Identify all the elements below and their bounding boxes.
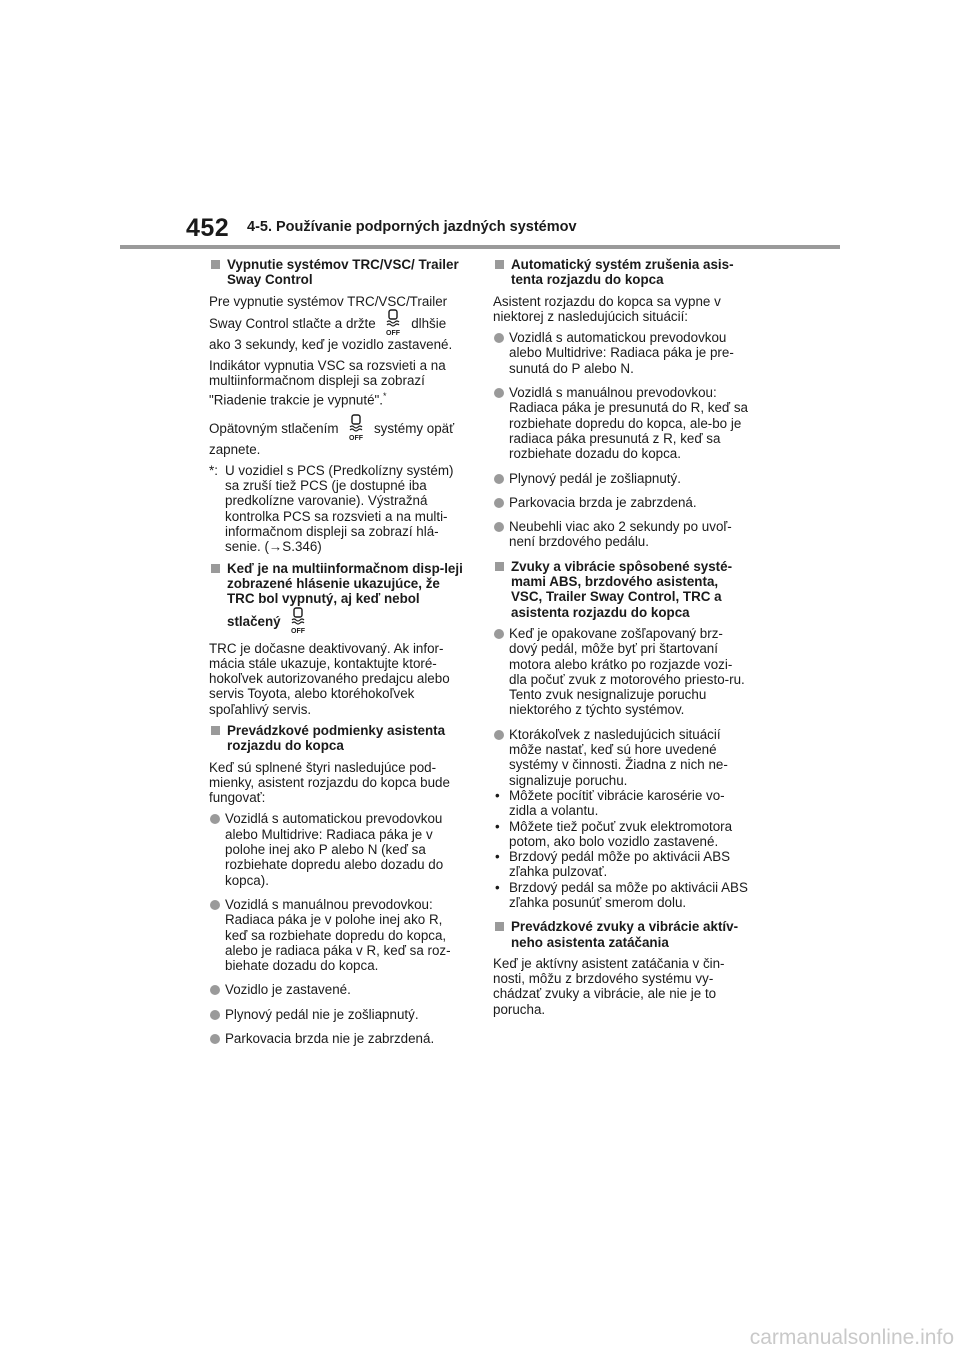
paragraph-text: Opätovným stlačením bbox=[209, 420, 339, 436]
svg-text:OFF: OFF bbox=[386, 329, 401, 337]
round-bullet-icon bbox=[494, 333, 504, 343]
square-bullet-icon bbox=[211, 260, 220, 269]
sub-list-text: Môžete tiež počuť zvuk elektromotora potom, ako bolo vozidlo zastavené. bbox=[509, 818, 733, 849]
round-bullet-icon bbox=[210, 900, 220, 910]
footnote-mark: *: bbox=[209, 462, 218, 478]
paragraph bbox=[209, 414, 465, 457]
footnote-text: U vozidiel s PCS (Predkolízny systém) sa zruší tiež PCS (je dostupné iba predkolízne varovanie). Výstražná kontrolka PCS sa rozsvieti a na multi-informačnom displeji sa zobrazí hlá-senie. (→S.346) bbox=[225, 462, 454, 555]
square-bullet-icon bbox=[211, 564, 220, 573]
section-heading bbox=[209, 257, 465, 288]
watermark: carmanualsonline.info bbox=[749, 1326, 954, 1349]
sub-list-item bbox=[493, 788, 749, 819]
section-heading bbox=[493, 257, 749, 288]
dot-bullet-icon: • bbox=[495, 787, 500, 803]
square-bullet-icon bbox=[495, 562, 504, 571]
list-item bbox=[493, 519, 749, 550]
paragraph bbox=[209, 294, 465, 353]
paragraph: Asistent rozjazdu do kopca sa vypne v niektorej z nasledujúcich situácií: bbox=[493, 293, 721, 324]
trc-off-icon bbox=[382, 309, 404, 337]
list-item bbox=[493, 471, 749, 486]
round-bullet-icon bbox=[494, 522, 504, 532]
left-column bbox=[209, 257, 465, 1055]
list-item-text: Keď je opakovane zošľapovaný brz-dový pedál, môže byť pri štartovaní motora alebo krátko po rozjazde vozi-dla počuť zvuk z motorového priesto-ru. Tento zvuk nesignalizuje poruchu niektorého z týchto systémov. bbox=[509, 625, 745, 718]
list-item-text: Parkovacia brzda je zabrzdená. bbox=[509, 494, 697, 510]
sub-list-text: Brzdový pedál sa môže po aktivácii ABS zľahka posunúť smerom dolu. bbox=[509, 879, 748, 910]
list-item-text: Vozidlo je zastavené. bbox=[225, 982, 351, 998]
list-item-text: Plynový pedál nie je zošliapnutý. bbox=[225, 1006, 419, 1022]
heading-text: Automatický systém zrušenia asis-tenta rozjazdu do kopca bbox=[511, 257, 734, 288]
round-bullet-icon bbox=[210, 814, 220, 824]
trc-off-icon bbox=[287, 607, 309, 635]
sub-list-item bbox=[493, 819, 749, 850]
footnote-marker: * bbox=[383, 390, 387, 401]
list-item-text: Vozidlá s manuálnou prevodovkou: Radiaca páka je presunutá do R, keď sa rozbiehate dopredu do kopca, ale-bo je radiaca páka presunutá z R, keď sa rozbiehate dozadu do kopca. bbox=[509, 385, 748, 462]
round-bullet-icon bbox=[210, 1010, 220, 1020]
round-bullet-icon bbox=[494, 629, 504, 639]
footnote bbox=[209, 463, 465, 555]
section-heading bbox=[209, 723, 465, 754]
square-bullet-icon bbox=[495, 922, 504, 931]
round-bullet-icon bbox=[210, 1034, 220, 1044]
square-bullet-icon bbox=[495, 260, 504, 269]
list-item bbox=[209, 897, 465, 973]
section-heading bbox=[209, 561, 465, 635]
list-item bbox=[493, 385, 749, 461]
list-item-text: Neubehli viac ako 2 sekundy po uvoľ-není brzdového pedálu. bbox=[509, 519, 732, 550]
list-item bbox=[209, 1031, 465, 1046]
chapter-title: 4-5. Používanie podporných jazdných systémov bbox=[247, 219, 577, 235]
heading-text: Zvuky a vibrácie spôsobené systé-mami ABS, brzdového asistenta, VSC, Trailer Sway Control, TRC a asistenta rozjazdu do kopca bbox=[511, 558, 733, 620]
round-bullet-icon bbox=[494, 730, 504, 740]
list-item bbox=[493, 495, 749, 510]
list-item-text: Vozidlá s automatickou prevodovkou alebo Multidrive: Radiaca páka je pre-sunutá do P alebo N. bbox=[509, 330, 734, 376]
round-bullet-icon bbox=[210, 985, 220, 995]
sub-list-text: Môžete pocítiť vibrácie karosérie vo-zidla a volantu. bbox=[509, 787, 725, 819]
dot-bullet-icon: • bbox=[495, 849, 500, 865]
round-bullet-icon bbox=[494, 388, 504, 398]
heading-text: Prevádzkové zvuky a vibrácie aktív-neho asistenta zatáčania bbox=[511, 919, 739, 950]
list-item bbox=[209, 811, 465, 887]
section-heading bbox=[493, 919, 749, 950]
paragraph: Keď je aktívny asistent zatáčania v čin-nosti, môžu z brzdového systému vy-chádzať zvuky a vibrácie, ale nie je to porucha. bbox=[493, 955, 725, 1017]
list-item bbox=[209, 982, 465, 997]
list-item bbox=[493, 727, 749, 788]
trc-off-icon bbox=[345, 414, 367, 442]
sub-list-item bbox=[493, 849, 749, 880]
round-bullet-icon bbox=[494, 498, 504, 508]
paragraph-text: Indikátor vypnutia VSC sa rozsvieti a na multiinformačnom displeji sa zobrazí "Riadenie trakcie je vypnuté". bbox=[209, 358, 446, 408]
list-item-text: Vozidlá s manuálnou prevodovkou: Radiaca páka je v polohe inej ako R, keď sa rozbiehate dopredu do kopca, alebo je radiaca páka v R, keď sa roz-biehate dozadu do kopca. bbox=[225, 896, 451, 974]
right-column bbox=[493, 257, 749, 1023]
svg-text:OFF: OFF bbox=[349, 434, 364, 442]
square-bullet-icon bbox=[211, 726, 220, 735]
round-bullet-icon bbox=[494, 474, 504, 484]
page-number: 452 bbox=[186, 214, 230, 242]
dot-bullet-icon: • bbox=[495, 818, 500, 834]
paragraph bbox=[209, 358, 465, 407]
paragraph-text: systémy opäť zapnete. bbox=[209, 420, 455, 457]
list-item-text: Vozidlá s automatickou prevodovkou alebo Multidrive: Radiaca páka je v polohe inej ako P alebo N (keď sa rozbiehate dopredu alebo dozadu do kopca). bbox=[225, 811, 444, 888]
paragraph: Keď sú splnené štyri nasledujúce pod-mienky, asistent rozjazdu do kopca bude fungovať: bbox=[209, 759, 450, 806]
heading-text: Prevádzkové podmienky asistenta rozjazdu do kopca bbox=[227, 723, 446, 754]
svg-text:OFF: OFF bbox=[291, 627, 306, 635]
list-item bbox=[493, 626, 749, 718]
header-rule bbox=[120, 245, 840, 249]
list-item-text: Parkovacia brzda nie je zabrzdená. bbox=[225, 1031, 435, 1047]
list-item-text: Ktorákoľvek z nasledujúcich situácií môže nastať, keď sú hore uvedené systémy v činnosti. Žiadna z nich ne-signalizuje poruchu. bbox=[509, 726, 728, 788]
paragraph: TRC je dočasne deaktivovaný. Ak infor-mácia stále ukazuje, kontaktujte ktoré-hokoľvek autorizovaného predajcu alebo servis Toyota, alebo ktoréhokoľvek spoľahlivý servis. bbox=[209, 640, 450, 717]
dot-bullet-icon: • bbox=[495, 879, 500, 895]
heading-text: Keď je na multiinformačnom disp-leji zobrazené hlásenie ukazujúce, že TRC bol vypnutý, aj keď nebol stlačený bbox=[227, 560, 463, 629]
paragraph-text: Pre vypnutie systémov TRC/VSC/Trailer Sway Control stlačte a držte bbox=[209, 293, 448, 331]
heading-text: Vypnutie systémov TRC/VSC/ Trailer Sway Control bbox=[227, 257, 459, 288]
list-item-text: Plynový pedál je zošliapnutý. bbox=[509, 470, 681, 486]
list-item bbox=[209, 1007, 465, 1022]
section-heading bbox=[493, 559, 749, 620]
paragraph-text: dlhšie ako 3 sekundy, keď je vozidlo zastavené. bbox=[209, 315, 453, 352]
sub-list-text: Brzdový pedál môže po aktivácii ABS zľahka pulzovať. bbox=[509, 849, 731, 880]
sub-list-item bbox=[493, 880, 749, 911]
list-item bbox=[493, 330, 749, 376]
